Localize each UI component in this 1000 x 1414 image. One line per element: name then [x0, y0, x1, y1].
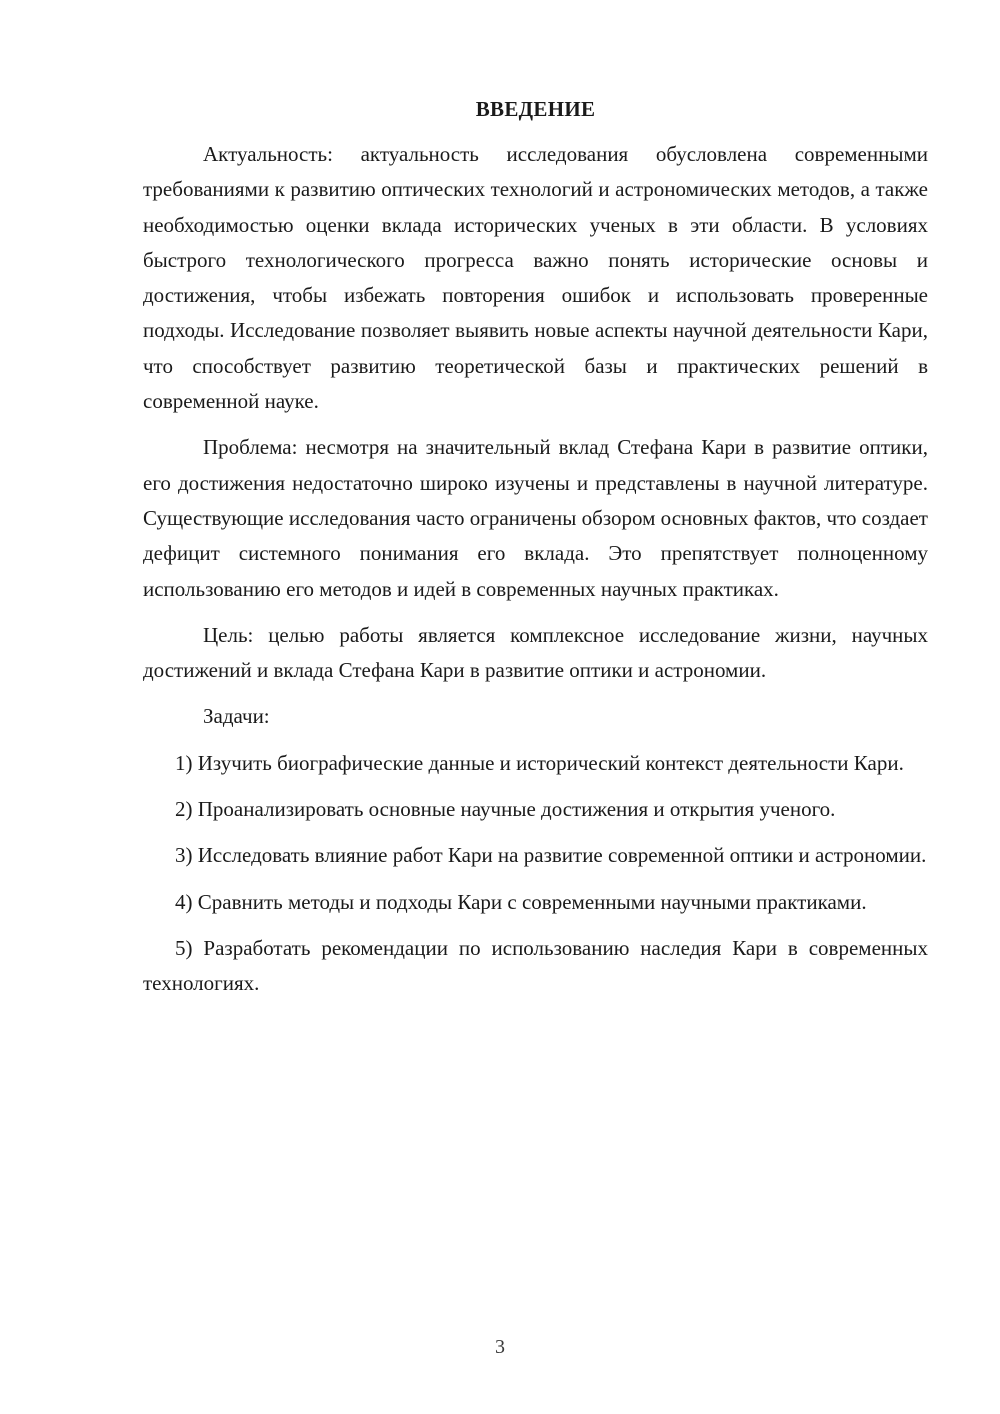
task-item-2: 2) Проанализировать основные научные достижения и открытия ученого. — [175, 797, 836, 822]
task-item-4: 4) Сравнить методы и подходы Кари с современными научными практиками. — [175, 889, 867, 914]
document-page — [143, 92, 928, 1002]
spacer — [143, 920, 928, 931]
spacer — [143, 874, 928, 885]
task-item-5: 5) Разработать рекомендации по использованию наследия Кари в современных технологиях. — [143, 935, 928, 996]
tasks-label: Задачи: — [203, 704, 270, 729]
section-heading: ВВЕДЕНИЕ — [475, 97, 596, 121]
spacer — [143, 781, 928, 792]
spacer — [143, 735, 928, 746]
page-number: 3 — [495, 1336, 505, 1358]
task-item-3: 3) Исследовать влияние работ Кари на развитие современной оптики и астрономии. — [175, 843, 927, 868]
spacer — [143, 827, 928, 838]
spacer — [143, 688, 928, 699]
spacer — [143, 607, 928, 618]
paragraph-problem: Проблема: несмотря на значительный вклад Стефана Кари в развитие оптики, его достижения недостаточно широко изучены и представлены в научной литературе. Существующие исследования часто ограничены обзором основных фактов, что создает дефицит системного понимания его вклада. Это препятствует полноценному использованию его методов и идей в современных научных практиках. — [143, 435, 928, 601]
spacer — [143, 127, 928, 137]
spacer — [143, 419, 928, 430]
task-item-1: 1) Изучить биографические данные и исторический контекст деятельности Кари. — [175, 750, 904, 775]
paragraph-goal: Цель: целью работы является комплексное исследование жизни, научных достижений и вклада Стефана Кари в развитие оптики и астрономии. — [143, 622, 928, 683]
paragraph-relevance: Актуальность: актуальность исследования обусловлена современными требованиями к развитию оптических технологий и астрономических методов, а также необходимостью оценки вклада исторических ученых в эти области. В условиях быстрого технологического прогресса важно понять исторические основы и достижения, чтобы избежать повторения ошибок и использовать проверенные подходы. Исследование позволяет выявить новые аспекты научной деятельности Кари, что способствует развитию теоретической базы и практических решений в современной науке. — [143, 142, 928, 414]
